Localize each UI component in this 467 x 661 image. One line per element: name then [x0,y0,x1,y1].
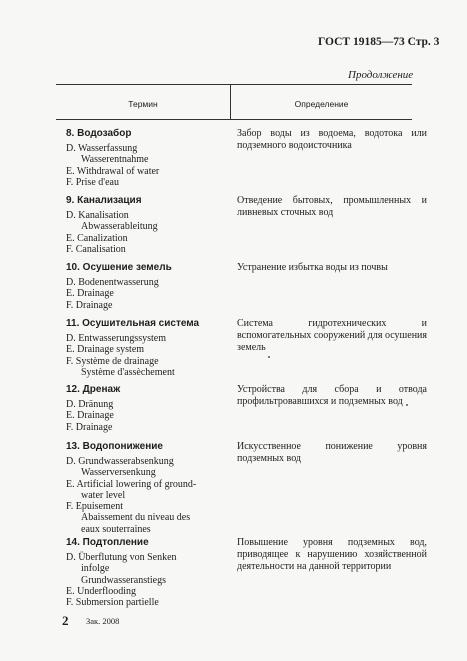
term-translation: E. Artificial lowering of ground- [66,478,197,490]
term-translation: D. Wasserfassung [66,143,138,154]
term-translation: eaux souterraines [81,523,151,535]
term-definition: Повышение уровня подземных вод, приводящее к нарушению хозяйственной деятельности на данной территории [237,537,427,573]
term-translation: F. Epuisement [66,501,123,513]
term-entry [66,262,226,311]
term-title: 14. Подтопление [66,537,149,548]
term-translation: F. Drainage [66,299,113,311]
term-definition: Устройства для сбора и отвода профильтровавшихся и подземных вод [237,384,427,408]
term-title: 9. Канализация [66,195,142,206]
table-top-rule [56,84,412,85]
term-entry [66,441,226,535]
term-definition: Отведение бытовых, промышленных и ливневых сточных вод [237,195,427,219]
term-translation: water level [81,489,126,501]
term-title: 10. Осушение земель [66,262,172,273]
term-translation: D. Kanalisation [66,210,129,221]
term-translation: E. Underflooding [66,585,136,597]
term-definition: Искусственное понижение уровня подземных вод [237,441,427,465]
term-translation: Abaissement du niveau des [81,512,191,524]
term-definition: Забор воды из водоема, водотока или подземного водоисточника [237,128,427,152]
speck [406,404,408,406]
term-translation: F. Prise d'eau [66,176,119,188]
term-translation: D. Entwasserungssystem [66,333,166,344]
term-translation: F. Drainage [66,421,113,433]
term-translation: E. Withdrawal of water [66,165,160,177]
term-translation: D. Überflutung von Senken [66,552,177,563]
continued-label: Продолжение [348,69,414,81]
term-translation: D. Grundwasserabsenkung [66,456,174,467]
table-header-rule [56,119,412,120]
page-number: 2 [62,613,69,628]
term-entry [66,318,226,378]
term-translation: Abwasserableitung [81,221,158,233]
term-translation: E. Drainage [66,410,114,422]
term-translation: F. Canalisation [66,243,126,255]
term-translation: infolge [81,563,110,575]
term-translation: D. Dränung [66,399,114,410]
term-translation: E. Drainage [66,288,114,300]
term-translation: F. Système de drainage [66,355,159,367]
term-translation: Système d'assèchement [81,366,175,378]
term-translation: Wasserversenkung [81,467,156,479]
term-title: 8. Водозабор [66,128,132,139]
term-definition: Устранение избытка воды из почвы [237,262,388,273]
standard-header: ГОСТ 19185—73 Стр. 3 [318,36,440,48]
column-header-term: Термин [128,99,158,109]
term-translation: F. Submersion partielle [66,597,159,609]
term-translation: D. Bodenentwasserung [66,277,159,288]
term-translation: Wasserentnahme [81,154,149,166]
term-translation: E. Canalization [66,232,128,244]
term-translation: Grundwasseranstiegs [81,574,166,586]
term-entry [66,384,226,433]
term-translation: E. Drainage system [66,344,145,356]
speck [268,356,270,358]
term-title: 12. Дренаж [66,384,121,395]
order-number: Зак. 2008 [86,616,120,626]
term-entry [66,537,226,608]
term-title: 11. Осушительная система [66,318,200,329]
term-definition: Система гидротехнических и вспомогательных сооружений для осушения земель [237,318,427,354]
column-header-definition: Определение [294,99,349,109]
term-entry [66,195,226,255]
term-entry [66,128,226,188]
term-title: 13. Водопонижение [66,441,163,452]
